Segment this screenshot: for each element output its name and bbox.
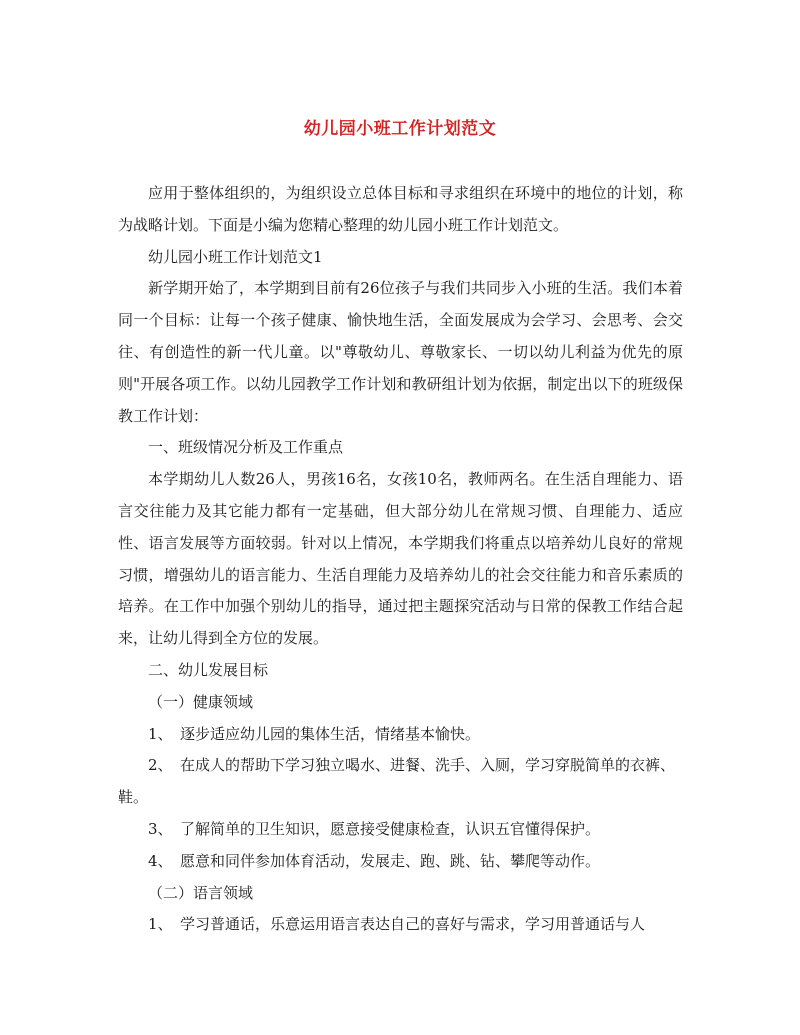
item-number: 1、 [148,724,173,743]
section-language-label: （二）语言领域 [148,883,254,902]
item-number: 1、 [148,915,173,934]
item-text: 愿意和同伴参加体育活动，发展走、跑、跳、钻、攀爬等动作。 [180,851,601,870]
paragraph-2: 本学期幼儿人数26人，男孩16名，女孩10名，教师两名。在生活自理能力、语言交往能力及其它能力都有一定基础，但大部分幼儿在常规习惯、自理能力、适应性、语言发展等方面较弱。针对以上情况，本学期我们将重点以培养幼儿良好的常规习惯，增强幼儿的语言能力、生活自理能力及培养幼儿的社会交往能力和音乐素质的培养。在工作中加强个别幼儿的指导，通过把主题探究活动与日常的保教工作结合起来，让幼儿得到全方位的发展。 [118,470,683,648]
item-number: 2、 [148,756,173,775]
item-text: 逐步适应幼儿园的集体生活，情绪基本愉快。 [180,724,481,743]
language-item [118,909,683,941]
heading-class-analysis: 一、班级情况分析及工作重点 [148,438,344,457]
paragraph-1: 新学期开始了，本学期到目前有26位孩子与我们共同步入小班的生活。我们本着同一个目标：让每一个孩子健康、愉快地生活，全面发展成为会学习、会思考、会交往、有创造性的新一代儿童。以"尊敬幼儿、尊敬家长、一切以幼儿利益为优先的原则"开展各项工作。以幼儿园教学工作计划和教研组计划为依据，制定出以下的班级保教工作计划： [118,279,683,425]
health-item [118,814,683,846]
item-text: 学习普通话，乐意运用语言表达自己的喜好与需求，学习用普通话与人 [180,915,646,934]
health-item [118,750,683,814]
heading-development-goals: 二、幼儿发展目标 [148,660,269,679]
intro-paragraph: 应用于整体组织的，为组织设立总体目标和寻求组织在环境中的地位的计划，称为战略计划。下面是小编为您精心整理的幼儿园小班工作计划范文。 [118,184,683,234]
health-item [118,846,683,878]
item-text: 了解简单的卫生知识，愿意接受健康检查，认识五官懂得保护。 [180,819,601,838]
health-item [118,719,683,751]
document-body [118,178,683,941]
section-health-label: （一）健康领域 [148,692,254,711]
subtitle: 幼儿园小班工作计划范文1 [148,247,323,266]
item-number: 3、 [148,819,173,838]
document-title: 幼儿园小班工作计划范文 [303,119,497,139]
item-text: 在成人的帮助下学习独立喝水、进餐、洗手、入厕，学习穿脱简单的衣裤、鞋。 [118,756,676,807]
item-number: 4、 [148,851,173,870]
